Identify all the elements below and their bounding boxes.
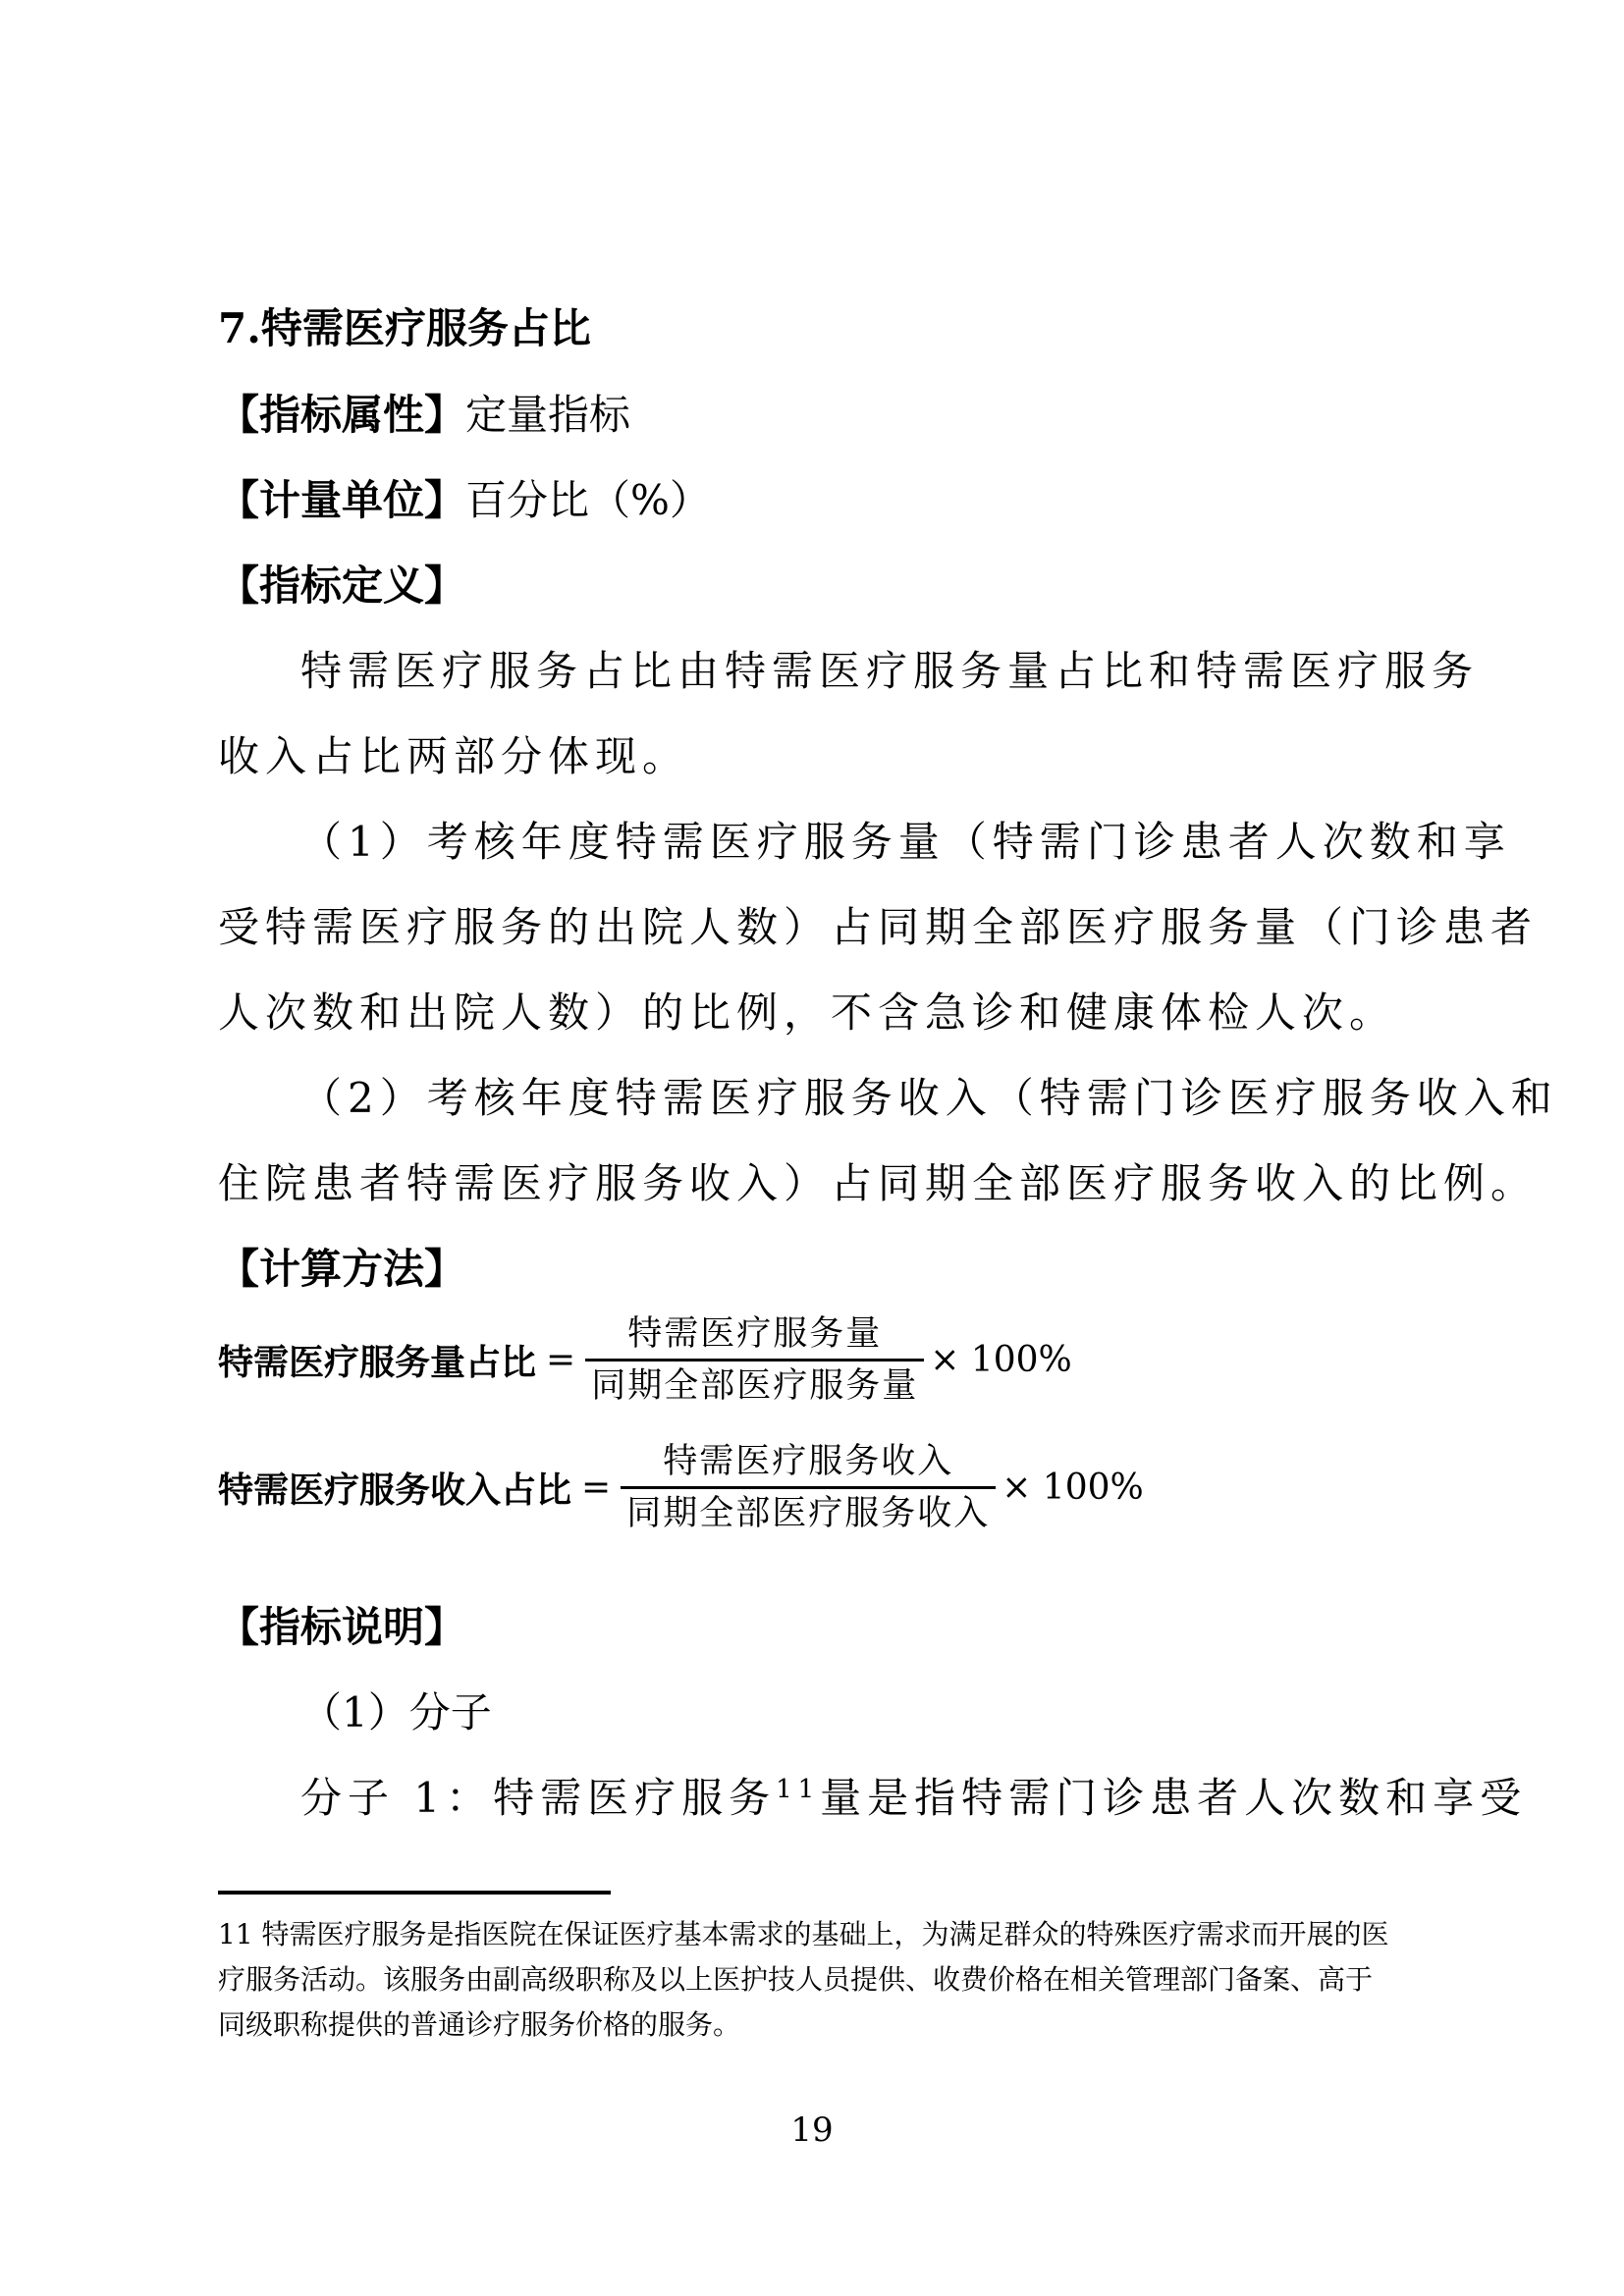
formula-fraction bbox=[621, 1437, 996, 1538]
unit-value: 百分比（%） bbox=[465, 476, 711, 524]
formula-name: 特需医疗服务收入占比 bbox=[218, 1468, 572, 1511]
calc-label: 【计算方法】 bbox=[218, 1245, 466, 1293]
definition-line: 人次数和出院人数）的比例，不含急诊和健康体检人次。 bbox=[218, 988, 1397, 1037]
formula-volume-ratio bbox=[218, 1306, 1072, 1414]
footnote-separator bbox=[218, 1891, 611, 1895]
explanation-sub1: （1）分子 bbox=[300, 1688, 492, 1736]
formula-name: 特需医疗服务量占比 bbox=[218, 1341, 537, 1383]
explanation-text-a: 分子 1：特需医疗服务 bbox=[300, 1774, 777, 1822]
page-number: 19 bbox=[790, 2110, 834, 2150]
formula-income-ratio bbox=[218, 1433, 1144, 1541]
definition-line: 受特需医疗服务的出院人数）占同期全部医疗服务量（门诊患者 bbox=[218, 903, 1539, 951]
definition-line: （1）考核年度特需医疗服务量（特需门诊患者人次数和享 bbox=[300, 818, 1511, 866]
explanation-label: 【指标说明】 bbox=[218, 1603, 466, 1651]
explanation-text-b: 量是指特需门诊患者人次数和享受 bbox=[820, 1774, 1528, 1822]
definition-line: 特需医疗服务占比由特需医疗服务量占比和特需医疗服务 bbox=[300, 647, 1480, 695]
attribute-value: 定量指标 bbox=[465, 391, 631, 439]
definition-line: 住院患者特需医疗服务收入）占同期全部医疗服务收入的比例。 bbox=[218, 1159, 1539, 1207]
footnote-reference: 11 bbox=[776, 1775, 821, 1804]
formula-multiplier: × 100% bbox=[930, 1339, 1072, 1380]
formula-multiplier: × 100% bbox=[1001, 1467, 1144, 1508]
unit-label: 【计量单位】 bbox=[218, 476, 466, 524]
formula-equals: = bbox=[546, 1339, 576, 1380]
definition-label: 【指标定义】 bbox=[218, 561, 466, 610]
footnote-line: 同级职称提供的普通诊疗服务价格的服务。 bbox=[218, 2008, 741, 2041]
unit-row bbox=[218, 471, 1426, 530]
formula-fraction bbox=[585, 1309, 924, 1411]
definition-line: （2）考核年度特需医疗服务收入（特需门诊医疗服务收入和 bbox=[300, 1074, 1558, 1122]
formula-equals: = bbox=[581, 1467, 612, 1508]
footnote-line: 11 特需医疗服务是指医院在保证医疗基本需求的基础上，为满足群众的特殊医疗需求而开展的医 bbox=[218, 1918, 1389, 1950]
formula-denominator: 同期全部医疗服务收入 bbox=[626, 1493, 991, 1533]
attribute-row bbox=[218, 386, 1426, 445]
footnote-line: 疗服务活动。该服务由副高级职称及以上医护技人员提供、收费价格在相关管理部门备案、高于 bbox=[218, 1963, 1374, 1996]
formula-denominator: 同期全部医疗服务量 bbox=[591, 1365, 919, 1406]
section-title: 7.特需医疗服务占比 bbox=[218, 304, 591, 352]
attribute-label: 【指标属性】 bbox=[218, 391, 466, 439]
explanation-line bbox=[300, 1769, 1528, 1828]
formula-numerator: 特需医疗服务量 bbox=[627, 1313, 883, 1354]
formula-numerator: 特需医疗服务收入 bbox=[663, 1441, 954, 1481]
definition-line: 收入占比两部分体现。 bbox=[218, 732, 690, 780]
